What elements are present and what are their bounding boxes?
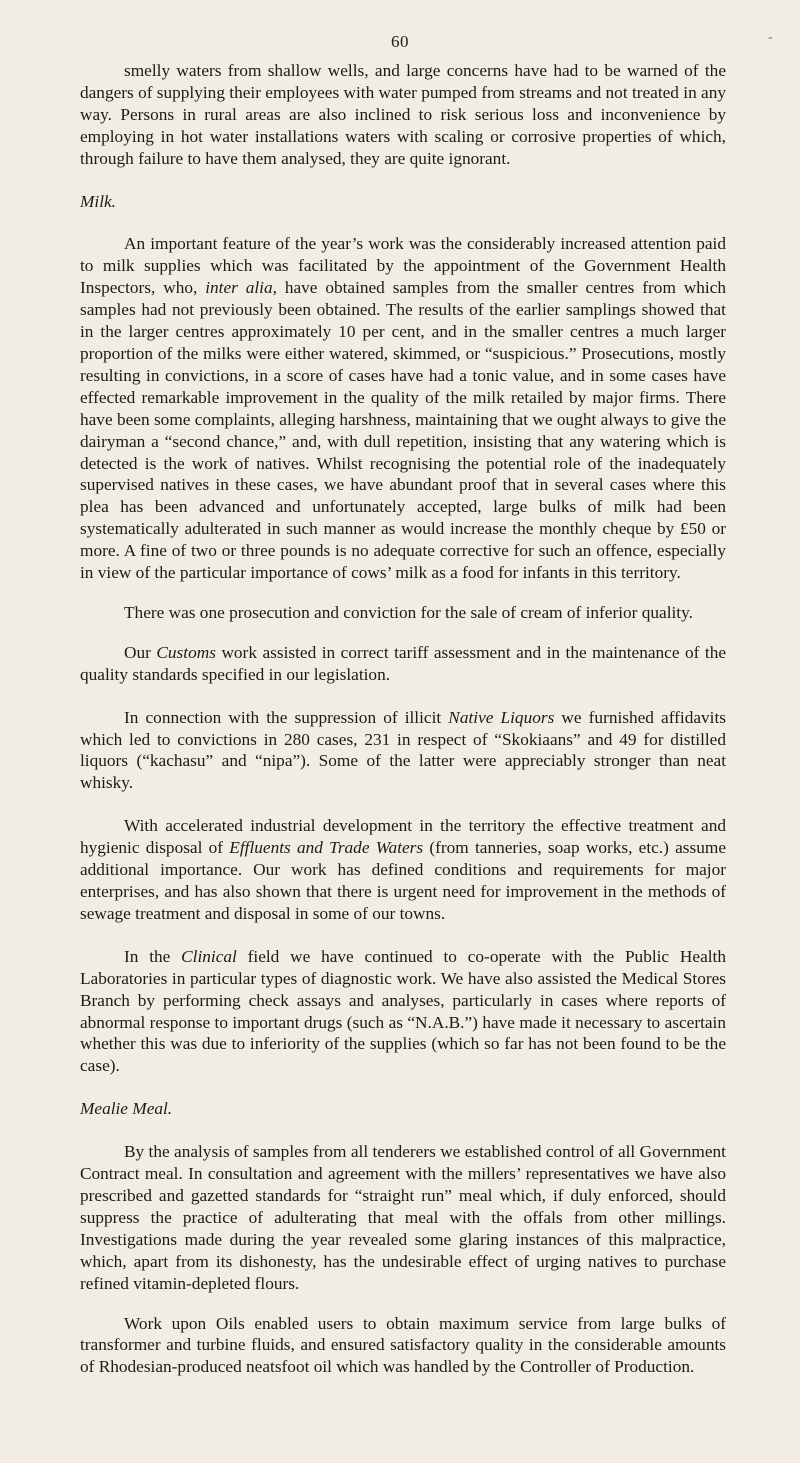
paragraph-text: work assisted in correct tariff assessment and in the maintenance of the quality standards specified in our legislation. [80,642,727,684]
paragraph-text: Our [124,642,157,662]
paragraph-milk [80,233,726,584]
paragraph-text: In the [124,946,182,966]
paragraph-mealie-meal [80,1141,726,1294]
paragraph-text: With accelerated industrial development in the territory the effective treatment and hygienic disposal of [80,816,726,858]
italic-term: Effluents and Trade Waters [229,838,424,858]
paragraph-shallow-wells [80,60,726,170]
paragraph-text: have obtained samples from the smaller centres from which samples had not previously been obtained. The results of the earlier samplings showed that in the larger centres approximately 10 per cent, and in the smaller centres a much larger proportion of the milks were either watered, skimmed, or “suspicious.” Prosecutions, mostly resulting in convictions, in a score of cases have had a tonic value, and in some cases have effected remarkable improvement in the quality of the milk retailed by major firms. There have been some complaints, alleging harshness, maintaining that we ought always to give the dairyman a “second chance,” and, with dull repetition, insisting that any watering which is detected is the work of natives. Whilst recognising the potential role of the inadequately supervised natives in these cases, we have abundant proof that in several cases where this plea has been advanced and unfortunately accepted, large bulks of milk had been systematically adulterated in such manner as would increase the monthly cheque by £50 or more. A fine of two or three pounds is no adequate corrective for such an offence, especially in view of the particular importance of cows’ milk as a food for infants in this territory. [80,278,726,583]
paragraph-effluents [80,815,726,925]
page-body [80,60,726,1378]
italic-term: Clinical [181,946,237,966]
paragraph-text: smelly waters from shallow wells, and large concerns have had to be warned of the dangers of supplying their employees with water pumped from streams and not treated in any way. Persons in rural areas are also inclined to risk serious loss and inconvenience by employing in hot water installations waters with scaling or corrosive properties of which, through failure to have them analysed, they are quite ignorant. [80,61,726,168]
paragraph-text: In connection with the suppression of illicit [124,707,449,727]
paragraph-text: we furnished affidavits which led to convictions in 280 cases, 231 in respect of “Skokiaans” and 49 for distilled liquors (“kachasu” and “nipa”). Some of the latter were appreciably stronger than neat whisky. [80,707,727,793]
paragraph-text: Work upon Oils enabled users to obtain maximum service from large bulks of transformer and turbine fluids, and ensured satisfactory quality in the considerable amounts of Rhodesian-produced neatsfoot oil which was handled by the Controller of Production. [80,1313,726,1377]
paragraph-clinical [80,946,726,1077]
paragraph-text: By the analysis of samples from all tenderers we established control of all Government Contract meal. In consultation and agreement with the millers’ representatives we have also prescribed and gazetted standards for “straight run” meal which, if duly enforced, should suppress the practice of adulterating that meal with the offals from other millings. Investigations made during the year revealed some glaring instances of this malpractice, which, apart from its dishonesty, has the undesirable effect of urging natives to purchase refined vitamin-depleted flours. [80,1142,726,1293]
paragraph-text: An important feature of the year’s work was the considerably increased attention paid to milk supplies which was facilitated by the appointment of the Government Health Inspectors, who, [80,234,726,298]
paragraph-oils [80,1313,726,1379]
paragraph-customs [80,642,726,686]
page-number: 60 [391,32,409,51]
paragraph-text: There was one prosecution and conviction for the sale of cream of inferior quality. [124,602,693,622]
paragraph-native-liquors [80,707,726,795]
paragraph-cream [80,602,726,624]
paragraph-text: field we have continued to co-operate with the Public Health Laboratories in particular types of diagnostic work. We have also assisted the Medical Stores Branch by performing check assays and analyses, particularly in cases where reports of abnormal response to important drugs (such as “N.A.B.”) have made it necessary to ascertain whether this was due to inferiority of the supplies (which so far has not been found to be the case). [80,946,726,1076]
italic-term: inter alia, [205,278,277,298]
italic-term: Native Liquors [448,707,555,727]
section-heading-milk: Milk. [80,191,116,211]
italic-term: Customs [156,642,216,662]
corner-mark: - [768,30,773,45]
paragraph-text: (from tanneries, soap works, etc.) assume additional importance. Our work has defined conditions and requirements for major enterprises, and has also shown that there is urgent need for improvement in the methods of sewage treatment and disposal in some of our towns. [80,838,726,923]
section-heading-mealie-meal: Mealie Meal. [80,1099,173,1119]
